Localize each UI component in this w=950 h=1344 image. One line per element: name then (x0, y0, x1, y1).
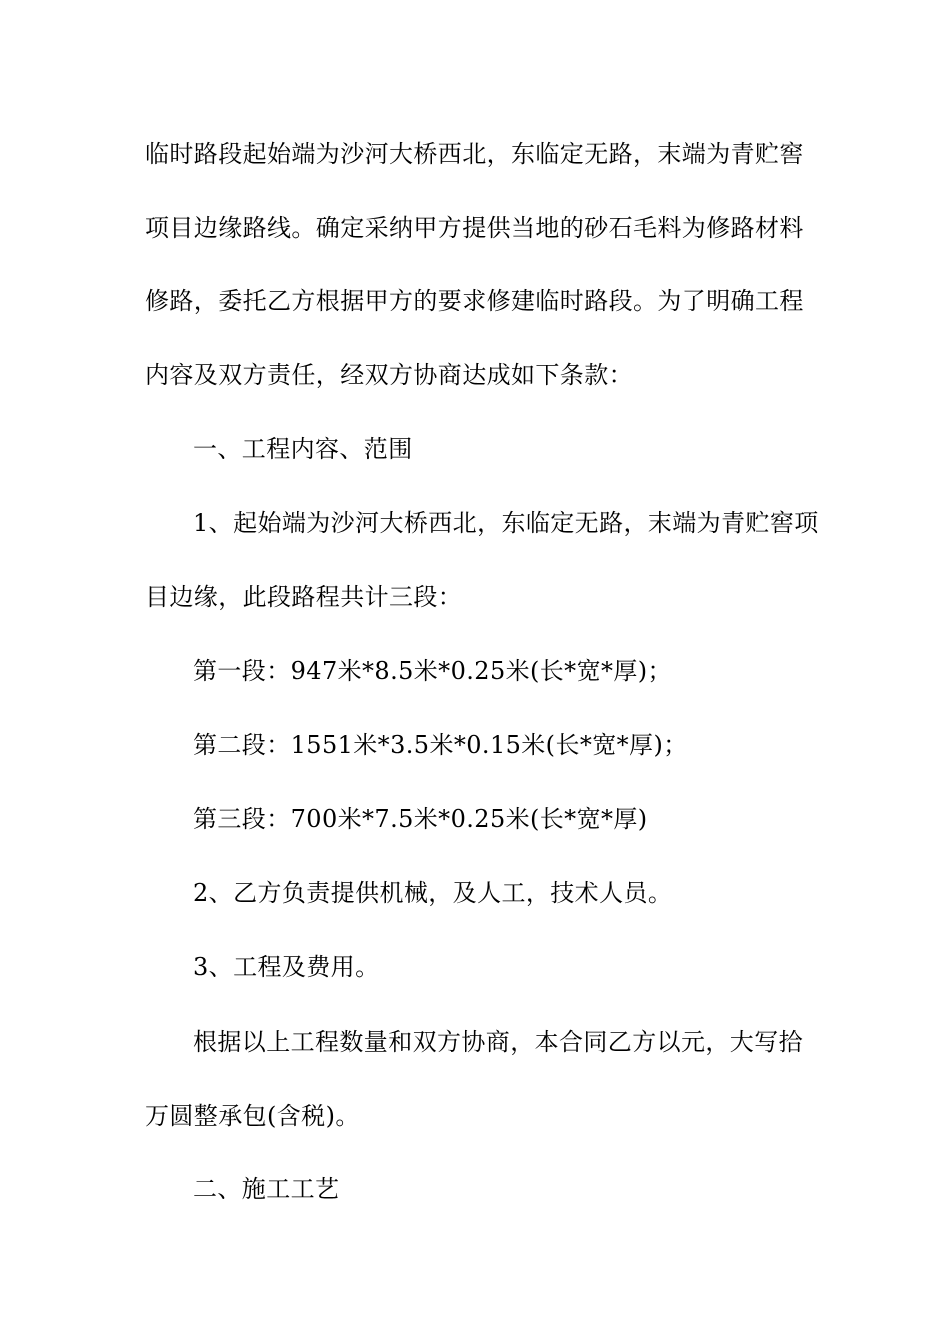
list-item: 第二段：1551米*3.5米*0.15米(长*宽*厚)； (193, 731, 688, 759)
paragraph-line: 2、乙方负责提供机械，及人工，技术人员。 (193, 879, 673, 907)
paragraph-line: 根据以上工程数量和双方协商，本合同乙方以元，大写拾 (193, 1028, 803, 1056)
paragraph-line: 内容及双方责任，经双方协商达成如下条款： (145, 361, 633, 389)
paragraph-line: 目边缘，此段路程共计三段： (145, 583, 463, 611)
paragraph-line: 万圆整承包(含税)。 (145, 1102, 360, 1130)
list-item: 第一段：947米*8.5米*0.25米(长*宽*厚)； (193, 657, 672, 685)
list-item: 第三段：700米*7.5米*0.25米(长*宽*厚) (193, 805, 648, 833)
paragraph-line: 1、起始端为沙河大桥西北，东临定无路，末端为青贮窖项 (193, 509, 819, 537)
paragraph-line: 临时路段起始端为沙河大桥西北，东临定无路，末端为青贮窖 (145, 140, 804, 168)
paragraph-line: 3、工程及费用。 (193, 953, 380, 981)
section-heading: 一、工程内容、范围 (193, 435, 413, 463)
paragraph-line: 修路，委托乙方根据甲方的要求修建临时路段。为了明确工程 (145, 287, 804, 315)
section-heading: 二、施工工艺 (193, 1175, 340, 1203)
paragraph-line: 项目边缘路线。确定采纳甲方提供当地的砂石毛料为修路材料 (145, 214, 804, 242)
